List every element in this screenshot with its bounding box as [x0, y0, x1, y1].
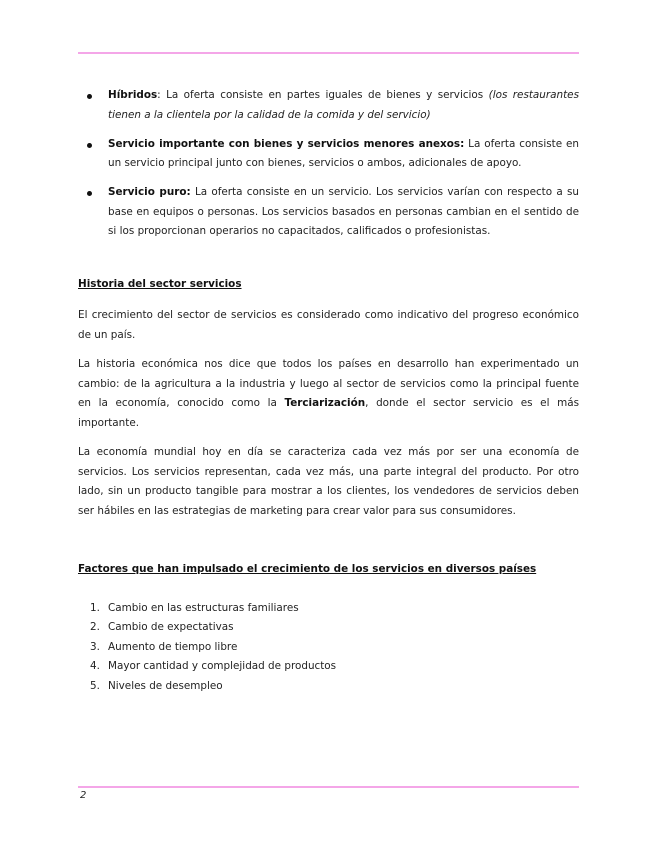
bullet-icon — [87, 94, 92, 99]
list-item — [78, 599, 579, 619]
header-rule — [78, 52, 579, 54]
list-item — [78, 638, 579, 658]
item-text: La oferta consiste en un servicio. Los servicios varían con respecto a su base en equipos o personas. Los servicios basados en personas cambian en el sentido de si los proporcionan operarios no capacitados, calificados o profesionistas. — [108, 186, 579, 237]
list-item — [78, 677, 579, 697]
item-text: Cambio de expectativas — [108, 621, 234, 633]
history-paragraph-3: La economía mundial hoy en día se caracteriza cada vez más por ser una economía de servicios. Los servicios representan, cada vez más, una parte integral del producto. Por otro lado, sin un producto tangible para mostrar a los clientes, los vendedores de servicios deben ser hábiles en las estrategias de marketing para crear valor para sus consumidores. — [78, 446, 579, 517]
item-text: La oferta consiste en un servicio principal junto con bienes, servicios o ambos, adicionales de apoyo. — [108, 137, 579, 169]
bullet-icon — [87, 143, 92, 148]
offer-types-list — [78, 86, 579, 242]
item-text: : La oferta consiste en partes iguales de bienes y servicios — [157, 89, 489, 101]
item-number: 2. — [90, 621, 100, 633]
footer-rule — [78, 786, 579, 788]
item-example: (los restaurantes tienen a la clientela por la calidad de la comida y del servicio) — [108, 89, 579, 121]
paragraph-text: , donde el sector servicio es el más importante. — [78, 397, 579, 429]
item-number: 3. — [90, 640, 100, 653]
list-item — [78, 657, 579, 677]
list-item — [78, 86, 579, 125]
factors-heading: Factores que han impulsado el crecimiento de los servicios en diversos países — [78, 563, 537, 575]
item-number: 4. — [90, 660, 100, 672]
history-heading: Historia del sector servicios — [78, 277, 242, 290]
item-number: 1. — [90, 601, 100, 614]
item-term: Servicio puro: — [108, 186, 191, 198]
factors-list — [78, 599, 579, 697]
item-term: Híbridos — [108, 89, 158, 101]
item-number: 5. — [90, 679, 100, 692]
page-body — [78, 86, 579, 696]
item-term: Servicio importante con bienes y servicios menores anexos: — [108, 137, 465, 150]
list-item — [78, 618, 579, 638]
list-item — [78, 135, 579, 174]
list-item — [78, 183, 579, 242]
bullet-icon — [87, 191, 92, 196]
key-term: Terciarización — [284, 397, 366, 409]
history-paragraph-1: El crecimiento del sector de servicios es considerado como indicativo del progreso económico de un país. — [78, 309, 579, 341]
item-text: Aumento de tiempo libre — [108, 640, 238, 653]
item-text: Cambio en las estructuras familiares — [108, 601, 299, 614]
paragraph-text: La historia económica nos dice que todos los países en desarrollo han experimentado un cambio: de la agricultura a la industria y luego al sector de servicios como la principal fuente en la economía, conocido como la — [78, 358, 579, 409]
history-paragraph-2 — [78, 355, 579, 433]
item-text: Niveles de desempleo — [108, 679, 223, 692]
item-text: Mayor cantidad y complejidad de productos — [108, 660, 337, 672]
page-number: 2 — [80, 790, 87, 801]
